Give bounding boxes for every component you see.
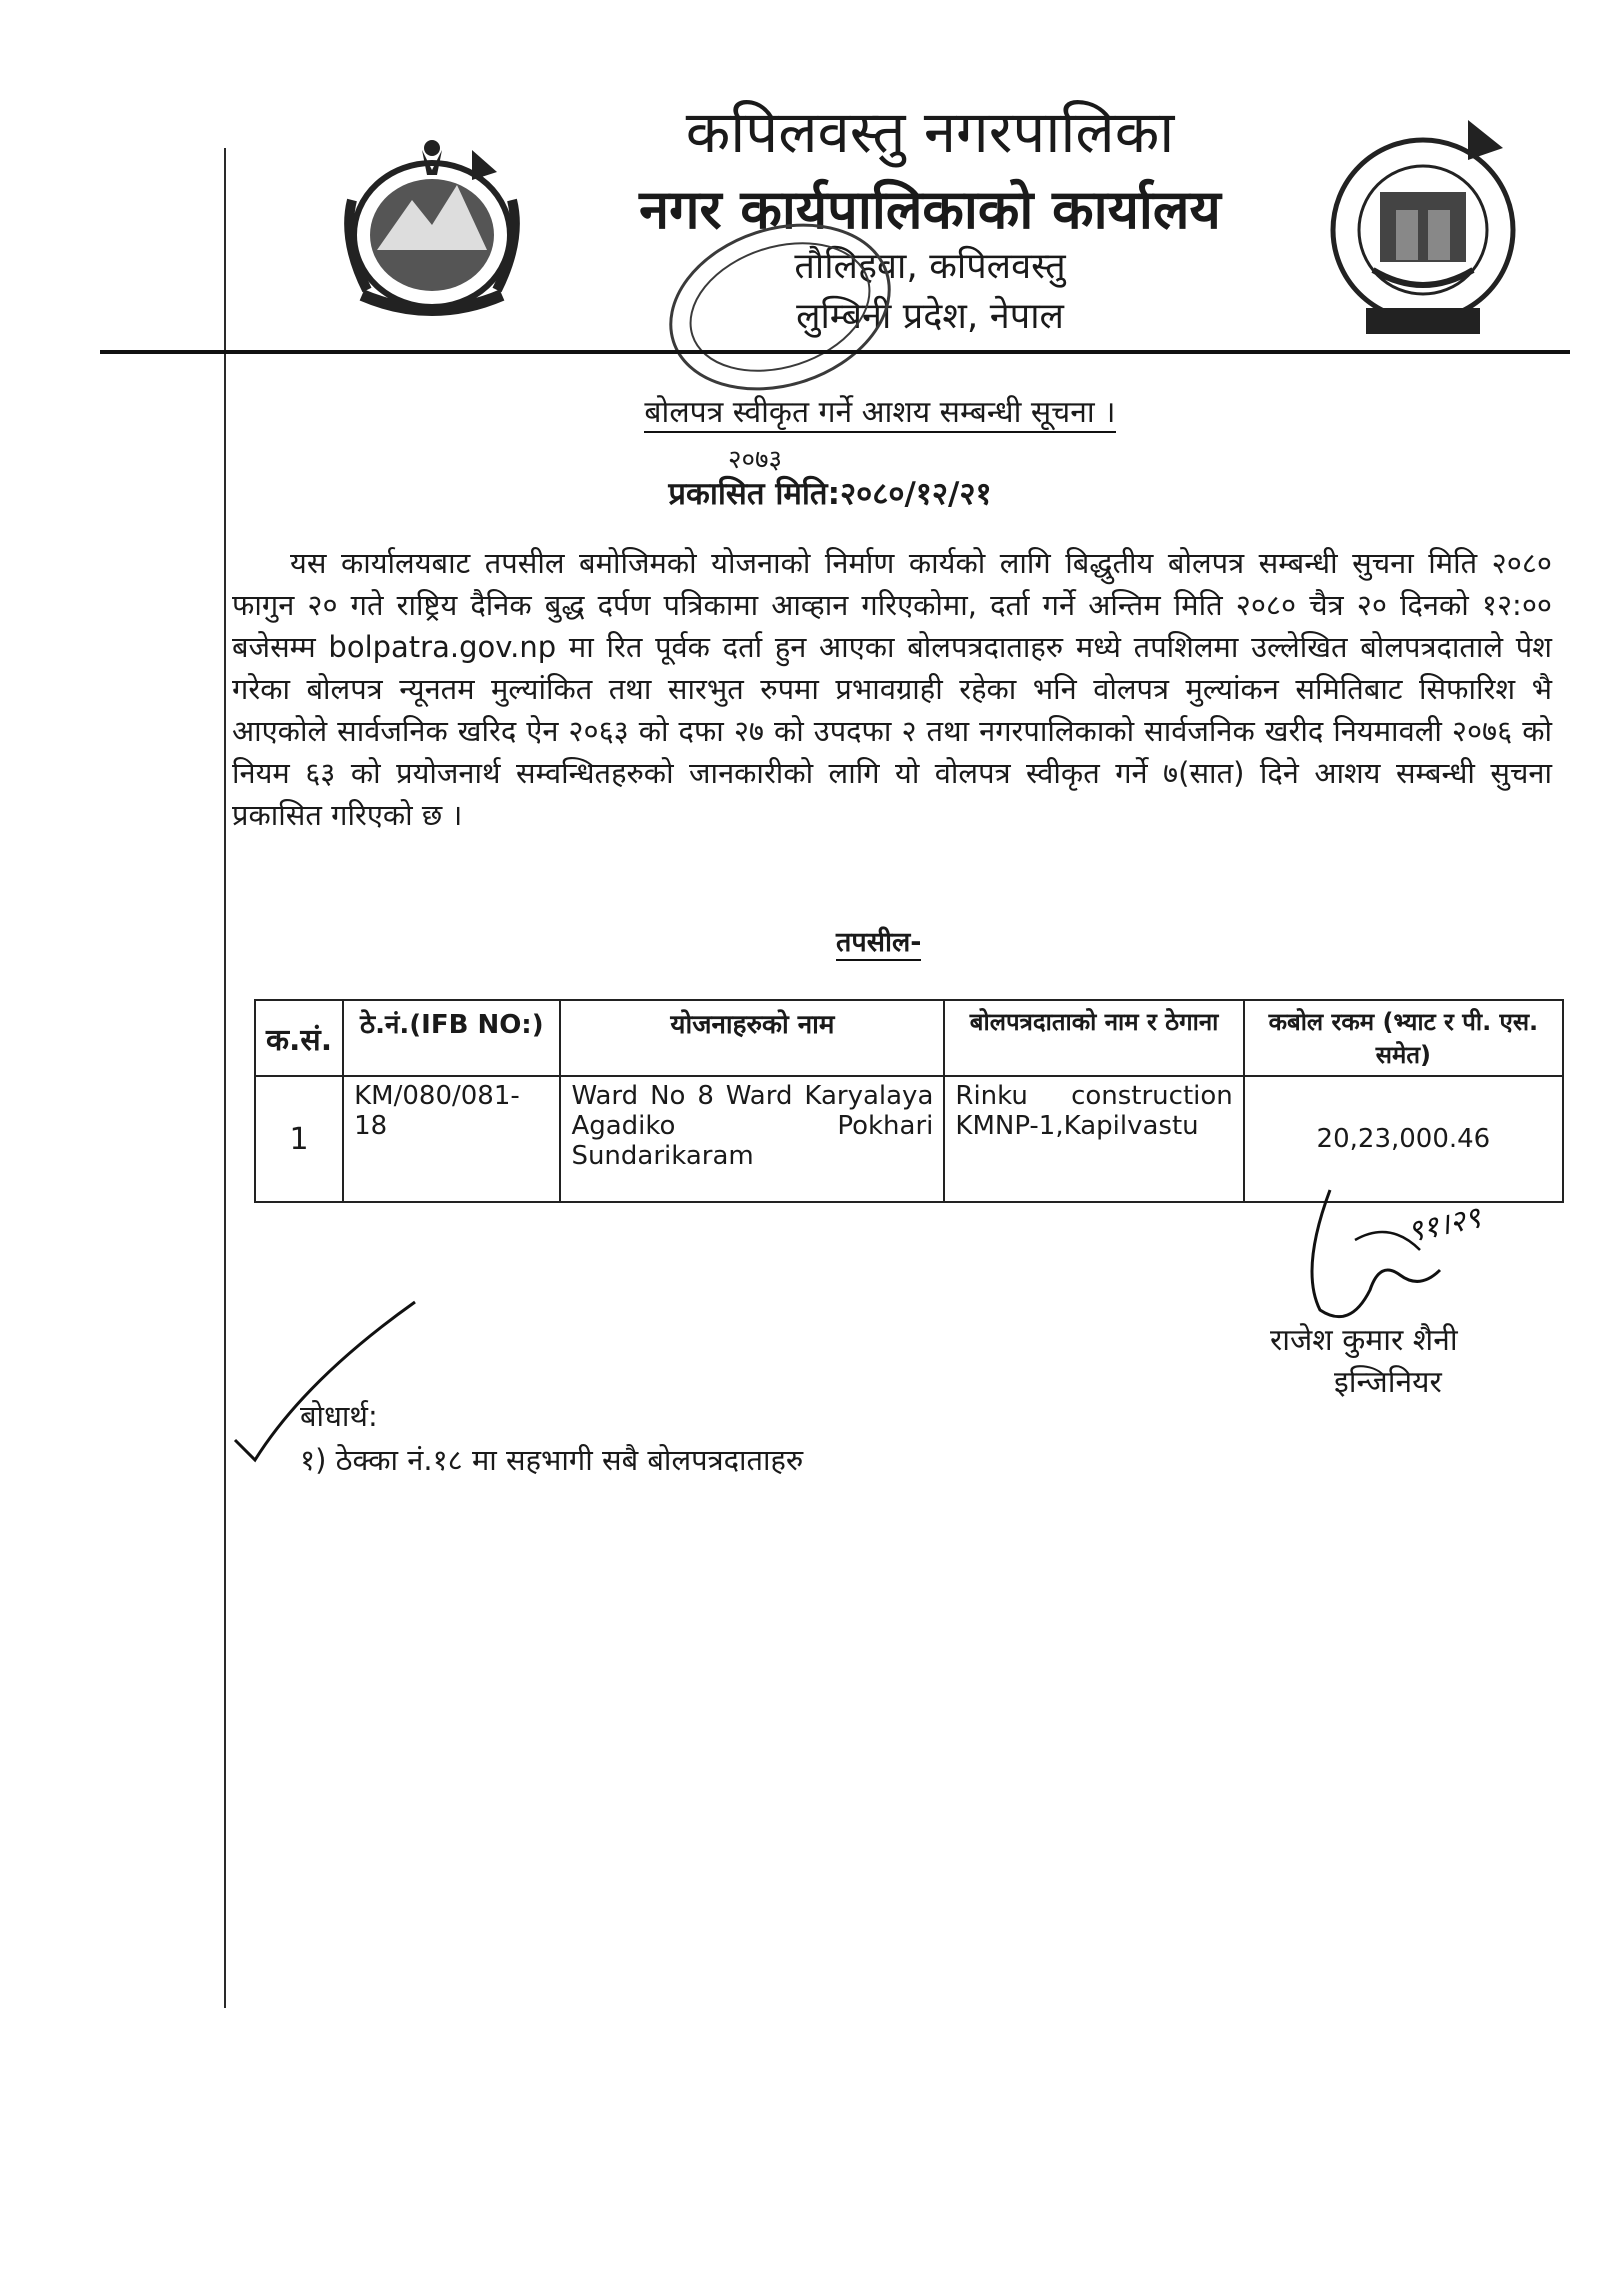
cc-item: १) ठेक्का नं.१८ मा सहभागी सबै बोलपत्रदाताहरु xyxy=(300,1443,804,1477)
col-bidder: बोलपत्रदाताको नाम र ठेगाना xyxy=(944,1000,1243,1076)
office-province: लुम्बिनी प्रदेश, नेपाल xyxy=(796,296,1064,337)
office-name: नगर कार्यपालिकाको कार्यालय xyxy=(639,178,1221,241)
col-serial: क.सं. xyxy=(255,1000,343,1076)
signatory-designation: इन्जिनियर xyxy=(1334,1365,1442,1400)
cell-amount: 20,23,000.46 xyxy=(1244,1076,1563,1202)
signature-date: ९१।२९ xyxy=(1404,1200,1484,1250)
published-date: प्रकासित मिति:२०८०/१२/२१ xyxy=(668,476,992,512)
office-location: तौलिहवा, कपिलवस्तु xyxy=(794,246,1066,287)
notice-title-text: बोलपत्र स्वीकृत गर्ने आशय सम्बन्धी सूचना । xyxy=(644,390,1115,433)
office-stamp xyxy=(660,222,900,392)
nepal-emblem-icon xyxy=(322,130,542,330)
cc-heading: बोधार्थ: xyxy=(300,1399,378,1433)
handwritten-year: २०७३ xyxy=(728,445,783,475)
municipality-name: कपिलवस्तु नगरपालिका xyxy=(685,98,1175,166)
notice-body: यस कार्यालयबाट तपसील बमोजिमको योजनाको निर्माण कार्यको लागि बिद्धुतीय बोलपत्र सम्बन्धी सुचना मिति २०८० फागुन २० गते राष्ट्रिय दैनिक बुद्ध दर्पण पत्रिकामा आव्हान गरिएकोमा, दर्ता गर्ने अन्तिम मिति २०८० चैत्र २० दिनको १२:०० बजेसम्म bolpatra.gov.np मा रित पूर्वक दर्ता हुन आएका बोलपत्रदाताहरु मध्ये तपशिलमा उल्लेखित बोलपत्रदाताले पेश गरेका बोलपत्र न्यूनतम मुल्यांकित तथा सारभुत रुपमा प्रभावग्राही रहेका भनि वोलपत्र मुल्यांकन समितिबाट सिफारिश भै आएकोले सार्वजनिक खरिद ऐन २०६३ को दफा २७ को उपदफा २ तथा नगरपालिकाको सार्वजनिक खरीद नियमावली २०७६ को नियम ६३ को प्रयोजनार्थ सम्वन्धितहरुको जानकारीको लागि यो वोलपत्र स्वीकृत गर्ने ७(सात) दिने आशय सम्बन्धी सुचना प्रकासित गरिएको छ । xyxy=(232,546,1552,832)
cell-project: Ward No 8 Ward Karyalaya Agadiko Pokhari Sundarikaram xyxy=(560,1076,944,1202)
col-project: योजनाहरुको नाम xyxy=(560,1000,944,1076)
schedule-heading: तपसील- xyxy=(836,922,921,961)
cell-serial: 1 xyxy=(255,1076,343,1202)
cell-bidder: Rinku construction KMNP-1,Kapilvastu xyxy=(944,1076,1243,1202)
cell-ifb: KM/080/081-18 xyxy=(343,1076,560,1202)
col-amount: कबोल रकम (भ्याट र पी. एस. समेत) xyxy=(1244,1000,1563,1076)
header-divider xyxy=(100,350,1570,354)
signatory-name: राजेश कुमार शैनी xyxy=(1270,1323,1458,1358)
margin-line xyxy=(224,148,226,2008)
municipality-logo-icon xyxy=(1318,110,1528,350)
signature xyxy=(1260,1180,1520,1340)
col-ifb: ठे.नं.(IFB NO:) xyxy=(343,1000,560,1076)
schedule-table xyxy=(254,999,1564,1203)
table-header-row xyxy=(255,1000,1563,1076)
notice-title xyxy=(560,390,1200,433)
